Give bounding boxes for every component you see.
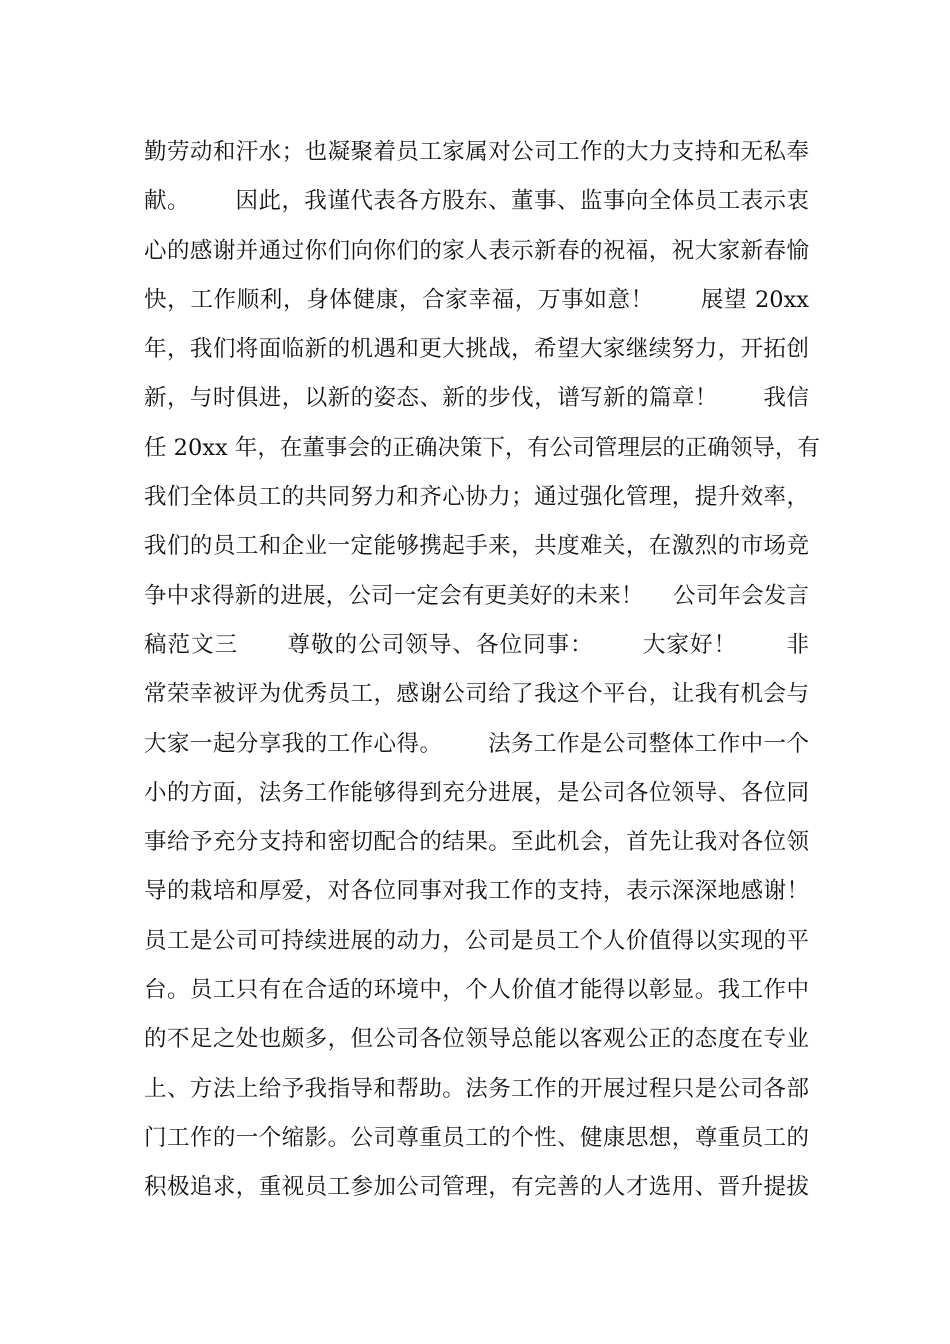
text-line-19: 的不足之处也颇多，但公司各位领导总能以客观公正的态度在专业 (144, 1026, 809, 1053)
text-line-22: 积极追求，重视员工参加公司管理，有完善的人才选用、晋升提拔 (144, 1174, 809, 1201)
text-line-9: 我们的员工和企业一定能够携起手来，共度难关，在激烈的市场竞 (144, 533, 809, 560)
text-line-20: 上、方法上给予我指导和帮助。法务工作的开展过程只是公司各部 (144, 1075, 809, 1102)
text-line-15: 事给予充分支持和密切配合的结果。至此机会，首先让我对各位领 (144, 829, 809, 856)
text-line-18: 台。员工只有在合适的环境中，个人价值才能得以彰显。我工作中 (144, 977, 809, 1004)
text-line-6: 新，与时俱进，以新的姿态、新的步伐，谱写新的篇章！ 我信 (144, 385, 809, 412)
text-line-14: 小的方面，法务工作能够得到充分进展，是公司各位领导、各位同 (144, 779, 809, 806)
text-line-16: 导的栽培和厚爱，对各位同事对我工作的支持，表示深深地感谢！ (144, 878, 809, 905)
text-line-1: 勤劳动和汗水；也凝聚着员工家属对公司工作的大力支持和无私奉 (144, 139, 809, 165)
text-line-12: 常荣幸被评为优秀员工，感谢公司给了我这个平台，让我有机会与 (144, 681, 809, 708)
body-text (144, 128, 820, 1213)
text-line-2: 献。 因此，我谨代表各方股东、董事、监事向全体员工表示衷 (144, 188, 809, 215)
text-line-13: 大家一起分享我的工作心得。 法务工作是公司整体工作中一个 (144, 730, 809, 757)
text-line-11: 稿范文三 尊敬的公司领导、各位同事： 大家好！ 非 (144, 631, 809, 658)
text-line-8: 我们全体员工的共同努力和齐心协力；通过强化管理，提升效率， (144, 484, 809, 511)
text-line-3: 心的感谢并通过你们向你们的家人表示新春的祝福，祝大家新春愉 (144, 237, 809, 264)
text-line-5: 年，我们将面临新的机遇和更大挑战，希望大家继续努力，开拓创 (144, 336, 809, 363)
text-line-4: 快，工作顺利，身体健康，合家幸福，万事如意！ 展望 20xx (144, 286, 809, 313)
text-line-10: 争中求得新的进展，公司一定会有更美好的未来！ 公司年会发言 (144, 582, 809, 609)
text-line-21: 门工作的一个缩影。公司尊重员工的个性、健康思想，尊重员工的 (144, 1124, 809, 1151)
text-line-17: 员工是公司可持续进展的动力，公司是员工个人价值得以实现的平 (144, 927, 809, 954)
text-line-7: 任 20xx 年，在董事会的正确决策下，有公司管理层的正确领导，有 (144, 434, 820, 461)
